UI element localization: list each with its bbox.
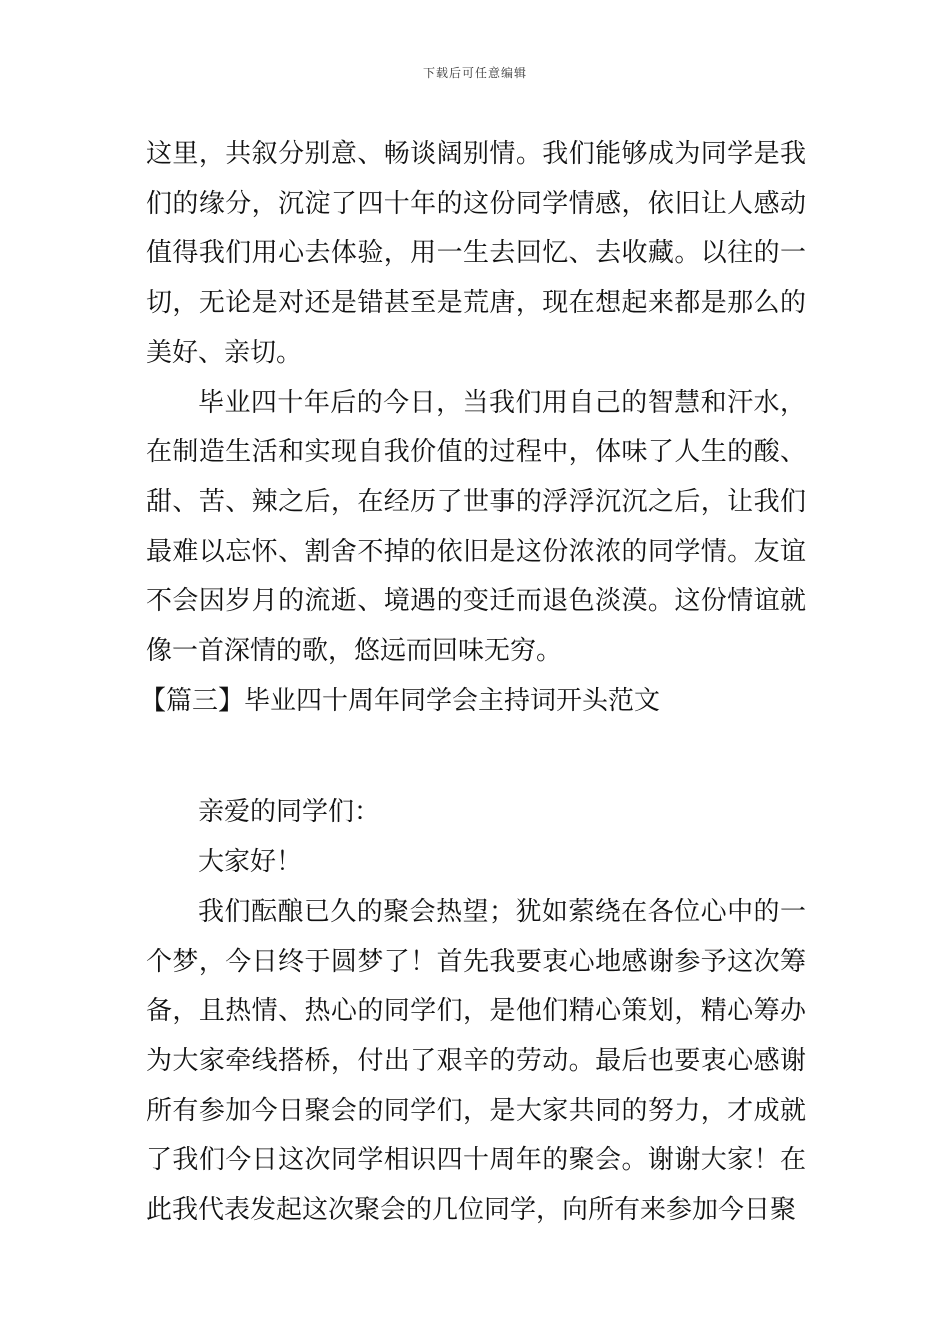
section-title: 【篇三】毕业四十周年同学会主持词开头范文 [140,685,661,716]
paragraph-continued: 这里，共叙分别意、畅谈阔别情。我们能够成为同学是我们的缘分，沉淀了四十年的这份同学情感，依旧让人感动值得我们用心去体验，用一生去回忆、去收藏。以往的一切，无论是对还是错甚至是荒唐，现在想起来都是那么的美好、亲切。 [146,139,806,368]
greeting: 大家好！ [198,847,303,878]
blank-line [146,726,806,788]
document-body [140,130,806,1236]
page-header-note: 下载后可任意编辑 [422,66,527,80]
paragraph-opening-speech: 我们酝酿已久的聚会热望；犹如萦绕在各位心中的一个梦，今日终于圆梦了！首先我要衷心地感谢参予这次筹备，且热情、热心的同学们，是他们精心策划，精心筹办为大家牵线搭桥，付出了艰辛的劳动。最后也要衷心感谢所有参加今日聚会的同学们，是大家共同的努力，才成就了我们今日这次同学相识四十周年的聚会。谢谢大家！在此我代表发起这次聚会的几位同学，向所有来参加今日聚 [146,896,806,1226]
paragraph-forty-years: 毕业四十年后的今日，当我们用自己的智慧和汗水，在制造生活和实现自我价值的过程中，体味了人生的酸、甜、苦、辣之后，在经历了世事的浮浮沉沉之后，让我们最难以忘怀、割舍不掉的依旧是这份浓浓的同学情。友谊不会因岁月的流逝、境遇的变迁而退色淡漠。这份情谊就像一首深情的歌，悠远而回味无穷。 [146,387,806,667]
salutation: 亲爱的同学们： [198,797,381,828]
